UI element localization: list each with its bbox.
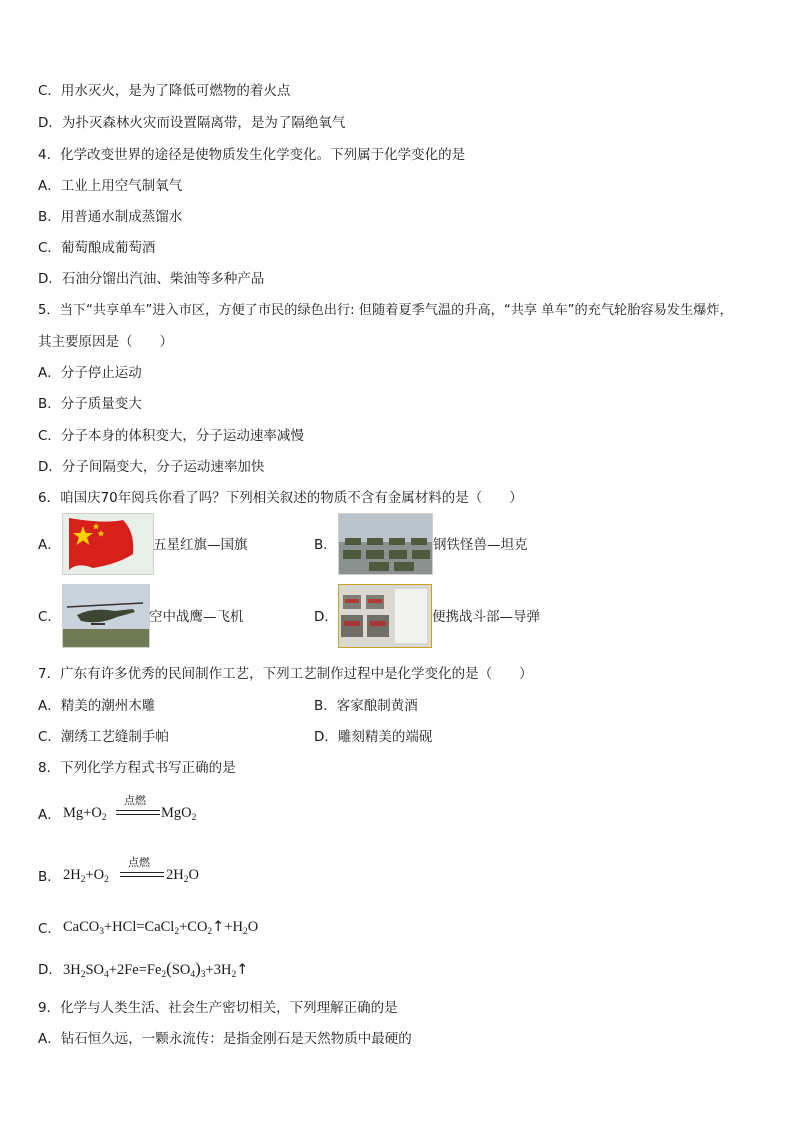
condition-b: 点燃 <box>128 856 150 869</box>
equation-b-left: $2H_2+O_2$ <box>63 867 109 885</box>
option-a-q9: A．钻石恒久远，一颗永流传：是指金刚石是天然物质中最硬的 <box>38 1031 412 1047</box>
flag-image <box>62 513 154 575</box>
option-d-q7: D．雕刻精美的端砚 <box>314 729 433 745</box>
question-4: 4．化学改变世界的途径是使物质发生化学变化。下列属于化学变化的是 <box>38 147 466 163</box>
option-d-q5: D．分子间隔变大，分子运动速率加快 <box>38 459 265 475</box>
equation-d: $3H_2SO_4+2Fe=Fe_2(SO_4)_3+3H_2↑$ <box>63 959 249 980</box>
q6-a-text: 五星红旗—国旗 <box>153 537 248 553</box>
q8-d-label: D． <box>38 962 62 978</box>
q6-a-label: A． <box>38 537 61 553</box>
equals-sign-a <box>116 810 160 815</box>
q6-d-label: D． <box>314 609 338 625</box>
equation-a-right: MgO$_2$ <box>161 805 197 823</box>
q8-a-label: A． <box>38 807 61 823</box>
option-c-q7: C．潮绣工艺缝制手帕 <box>38 729 169 745</box>
option-b-q4: B．用普通水制成蒸馏水 <box>38 209 183 225</box>
q6-c-text: 空中战鹰—飞机 <box>149 609 244 625</box>
q6-c-label: C． <box>38 609 61 625</box>
missile-image <box>338 584 432 648</box>
question-6: 6．咱国庆70年阅兵你看了吗？下列相关叙述的物质不含有金属材料的是（ ） <box>38 490 523 506</box>
question-5-cont: 其主要原因是（ ） <box>38 334 173 350</box>
q8-c-label: C． <box>38 921 61 937</box>
option-a-q7: A．精美的潮州木雕 <box>38 698 156 714</box>
option-d-q3: D．为扑灭森林火灾而设置隔离带，是为了隔绝氧气 <box>38 115 346 131</box>
equation-c: $CaCO_3+HCl=CaCl_2+CO_2↑+H_2O$ <box>63 919 259 937</box>
equation-b-right: $2H_2O$ <box>166 867 199 885</box>
equals-sign-b <box>120 872 164 877</box>
q6-b-text: 钢铁怪兽—坦克 <box>433 537 528 553</box>
q6-b-label: B． <box>314 537 337 553</box>
q6-d-text: 便携战斗部—导弹 <box>432 609 540 625</box>
option-a-q5: A．分子停止运动 <box>38 365 142 381</box>
question-8: 8．下列化学方程式书写正确的是 <box>38 760 236 776</box>
question-9: 9．化学与人类生活、社会生产密切相关，下列理解正确的是 <box>38 1000 398 1016</box>
option-c-q3: C．用水灭火，是为了降低可燃物的着火点 <box>38 83 291 99</box>
condition-a: 点燃 <box>124 794 146 807</box>
question-5: 5．当下“共享单车”进入市区，方便了市民的绿色出行: 但随着夏季气温的升高，“共享 单车”的充气轮胎容易发生爆炸， <box>38 303 733 318</box>
option-b-q7: B．客家酿制黄酒 <box>314 698 418 714</box>
tank-parade-image <box>338 513 433 575</box>
question-7: 7．广东有许多优秀的民间制作工艺，下列工艺制作过程中是化学变化的是（ ） <box>38 666 533 682</box>
option-d-q4: D．石油分馏出汽油、柴油等多种产品 <box>38 271 265 287</box>
option-b-q5: B．分子质量变大 <box>38 396 142 412</box>
option-a-q4: A．工业上用空气制氧气 <box>38 178 183 194</box>
helicopter-image <box>62 584 150 648</box>
q8-b-label: B． <box>38 869 61 885</box>
option-c-q4: C．葡萄酿成葡萄酒 <box>38 240 156 256</box>
option-c-q5: C．分子本身的体积变大，分子运动速率减慢 <box>38 428 304 444</box>
equation-a-left: $Mg+O_2$ <box>63 805 107 823</box>
